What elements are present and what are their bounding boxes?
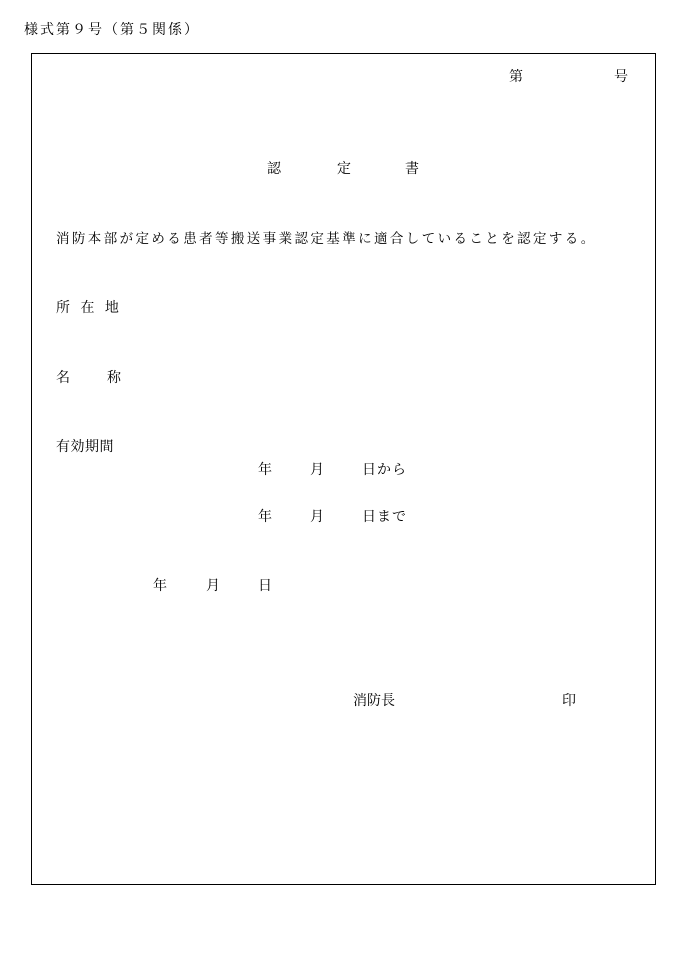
title-char-3: 書: [405, 161, 419, 177]
title-char-1: 認: [267, 161, 281, 177]
number-suffix: 号: [614, 69, 628, 85]
certification-statement: 消防本部が定める患者等搬送事業認定基準に適合していることを認定する。: [56, 231, 597, 247]
issue-date-month: 月: [206, 578, 220, 594]
validity-from-day: 日から: [362, 462, 407, 478]
validity-label: 有効期間: [56, 439, 114, 455]
validity-to-month: 月: [310, 509, 324, 525]
title-char-2: 定: [337, 161, 351, 177]
validity-to-year: 年: [258, 509, 272, 525]
issue-date-day: 日: [258, 578, 272, 594]
form-label: 様式第９号（第５関係）: [24, 22, 200, 38]
validity-from-month: 月: [310, 462, 324, 478]
validity-from-year: 年: [258, 462, 272, 478]
certificate-frame: [31, 53, 656, 885]
number-prefix: 第: [509, 69, 523, 85]
name-label: 名 称: [56, 370, 124, 386]
issue-date-year: 年: [153, 578, 167, 594]
location-label: 所 在 地: [56, 300, 122, 316]
signatory-title: 消防長: [353, 693, 395, 709]
seal-mark: 印: [562, 693, 576, 709]
validity-to-day: 日まで: [362, 509, 407, 525]
